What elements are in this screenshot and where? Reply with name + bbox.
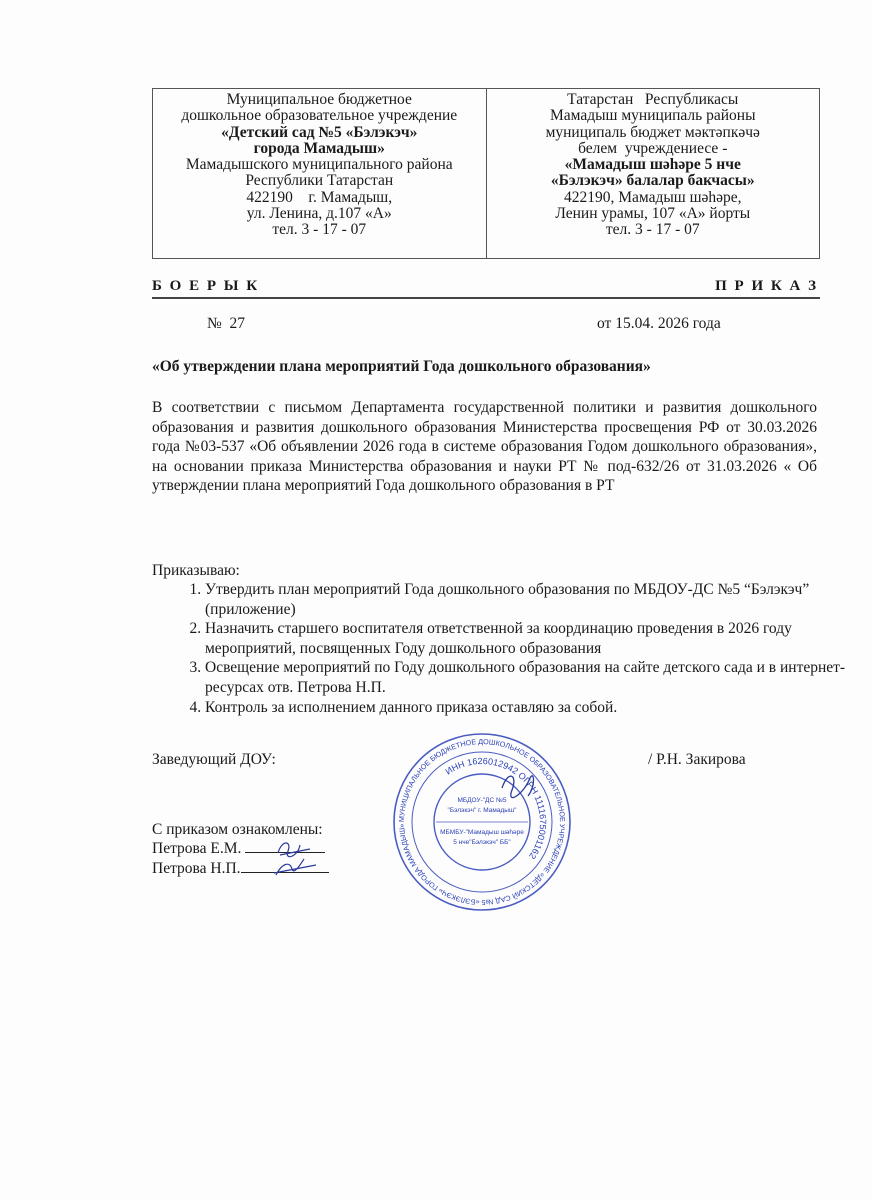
lh-line: Мамадышского муниципального района xyxy=(185,156,453,174)
lh-line: «Бэлэкэч» балалар бакчасы» xyxy=(550,172,755,190)
person-name: Петрова Н.П. xyxy=(152,860,241,877)
stamp-center-line: МБДОУ-"ДС №5 xyxy=(457,797,507,804)
doc-type-row xyxy=(152,278,818,295)
order-date: от 15.04. 2026 года xyxy=(597,315,721,332)
acquainted-label: С приказом ознакомлены: xyxy=(152,821,323,838)
order-item: 1. Утвердить план мероприятий Года дошкольного образования по МБДОУ-ДС №5 “Бэлэкэч” (приложение) xyxy=(205,580,871,619)
lh-line: муниципаль бюджет мәктәпкәчә xyxy=(545,123,760,141)
letterhead-tatar xyxy=(486,89,820,258)
doc-type-tatar: Б О Е Р Ы К xyxy=(152,278,260,294)
stamp-inner-text: ИНН 1626012942 ОГРН 1111675001162 xyxy=(443,755,549,861)
order-item: 3. Освещение мероприятий по Году дошкольного образования на сайте детского сада и в интернет-ресурсах отв. Петрова Н.П. xyxy=(205,658,871,697)
lh-line: 422190, Мамадыш шәһәре, xyxy=(563,188,742,206)
lh-line: дошкольное образовательное учреждение xyxy=(181,107,458,125)
person-name: Петрова Е.М. xyxy=(152,840,242,857)
lh-line: «Детский сад №5 «Бэлэкэч» xyxy=(221,123,418,141)
doc-type-russian: П Р И К А З xyxy=(715,278,818,294)
stamp-outer-text: МУНИЦИПАЛЬНОЕ БЮДЖЕТНОЕ ДОШКОЛЬНОЕ ОБРАЗОВАТЕЛЬНОЕ УЧРЕЖДЕНИЕ «ДЕТСКИЙ САД №5 «БЭЛЭКЭЧ» ГОРОДА МАМАДЫШ» xyxy=(396,736,568,908)
lh-line: Ленин урамы, 107 «А» йорты xyxy=(555,205,751,223)
header-rule xyxy=(152,297,820,299)
signature-name: / Р.Н. Закирова xyxy=(648,751,746,768)
lh-line: Мамадыш муниципаль районы xyxy=(550,107,756,125)
lh-line: Татарстан Республикасы xyxy=(567,91,739,108)
stamp-center-line: 5 нче"Бэлэкэч" ББ" xyxy=(453,839,511,846)
lh-line: тел. 3 - 17 - 07 xyxy=(272,221,367,239)
order-item: 2. Назначить старшего воспитателя ответственной за координацию проведения в 2026 году мероприятий, посвященных Году дошкольного образования xyxy=(205,619,871,658)
order-title: «Об утверждении плана мероприятий Года дошкольного образования» xyxy=(152,358,651,375)
lh-line: «Мамадыш шәһәре 5 нче xyxy=(564,156,741,174)
lh-line: 422190 г. Мамадыш, xyxy=(246,188,393,206)
lh-line: тел. 3 - 17 - 07 xyxy=(605,221,700,239)
lh-line: города Мамадыш» xyxy=(253,139,385,157)
order-word: Приказываю: xyxy=(152,562,240,579)
lh-line: белем учреждениесе - xyxy=(578,139,728,157)
lh-line: ул. Ленина, д.107 «А» xyxy=(246,205,392,223)
official-stamp xyxy=(390,730,574,914)
order-items xyxy=(152,580,871,717)
preamble: В соответствии с письмом Департамента государственной политики и развития дошкольного образования и развития дошкольного образования Министерства просвещения РФ от 30.03.2026 года №03-537 «Об объявлении 2026 года в системе образования Годом дошкольного образования», на основании приказа Министерства образования и науки РТ № под-632/26 от 31.03.2026 « Об утверждении плана мероприятий Года дошкольного образования в РТ xyxy=(152,399,817,495)
stamp-center-line: МБМБУ-"Мамадыш шәһәре xyxy=(440,829,524,836)
order-item: 4. Контроль за исполнением данного приказа оставляю за собой. xyxy=(205,698,871,718)
letterhead-russian xyxy=(153,89,486,258)
lh-line: Муниципальное бюджетное xyxy=(226,91,412,108)
order-number: № 27 xyxy=(207,315,246,332)
stamp-center-line: "Бэлэкэч" г. Мамадыш" xyxy=(447,807,517,814)
letterhead-table xyxy=(152,88,820,259)
signature-position: Заведующий ДОУ: xyxy=(152,751,276,768)
lh-line: Республики Татарстан xyxy=(245,172,394,190)
handwritten-signatures xyxy=(270,835,330,880)
